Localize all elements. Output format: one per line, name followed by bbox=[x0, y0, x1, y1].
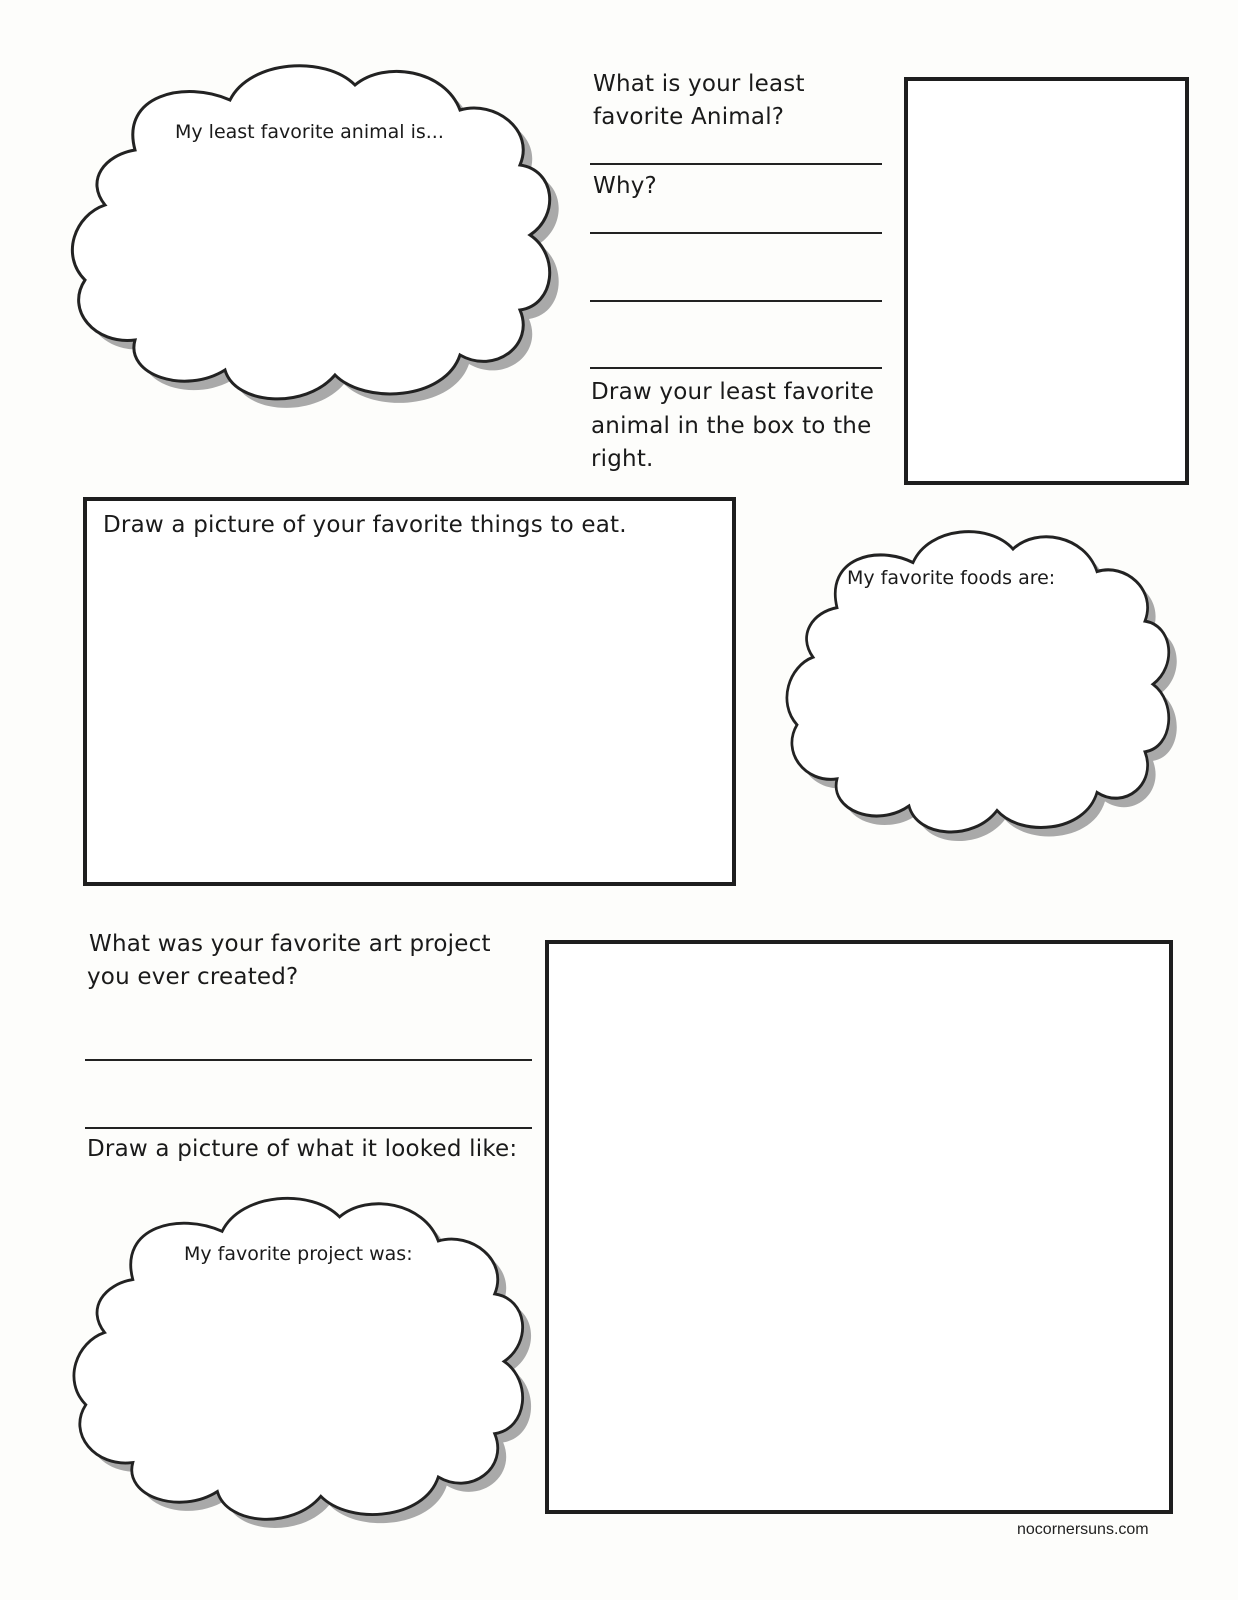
answer-line-why-3[interactable] bbox=[590, 367, 882, 369]
answer-line-why-1[interactable] bbox=[590, 232, 882, 234]
food-drawing-box[interactable] bbox=[83, 497, 736, 886]
food-drawing-box-label: Draw a picture of your favorite things to eat. bbox=[103, 512, 627, 538]
least-favorite-animal-cloud-text: My least favorite animal is... bbox=[175, 121, 444, 143]
art-project-question-line2: you ever created? bbox=[87, 964, 299, 990]
answer-line-art-2[interactable] bbox=[85, 1127, 532, 1129]
least-favorite-animal-question-line1: What is your least bbox=[593, 71, 805, 97]
draw-animal-instruction-line1: Draw your least favorite bbox=[591, 379, 875, 405]
favorite-foods-cloud-text: My favorite foods are: bbox=[847, 567, 1056, 589]
art-drawing-box[interactable] bbox=[545, 940, 1173, 1514]
art-project-question-line1: What was your favorite art project bbox=[89, 931, 491, 957]
favorite-project-cloud-text: My favorite project was: bbox=[184, 1243, 413, 1265]
answer-line-why-2[interactable] bbox=[590, 300, 882, 302]
answer-line-art-1[interactable] bbox=[85, 1059, 532, 1061]
favorite-project-cloud bbox=[67, 1188, 537, 1530]
why-label: Why? bbox=[593, 173, 657, 199]
animal-drawing-box[interactable] bbox=[904, 77, 1189, 485]
draw-art-instruction: Draw a picture of what it looked like: bbox=[87, 1136, 518, 1162]
footer-site-credit: nocornersuns.com bbox=[1017, 1521, 1149, 1538]
draw-animal-instruction-line3: right. bbox=[591, 446, 654, 472]
draw-animal-instruction-line2: animal in the box to the bbox=[591, 413, 872, 439]
least-favorite-animal-question-line2: favorite Animal? bbox=[593, 104, 785, 130]
answer-line-animal[interactable] bbox=[590, 163, 882, 165]
least-favorite-animal-cloud bbox=[65, 55, 565, 410]
